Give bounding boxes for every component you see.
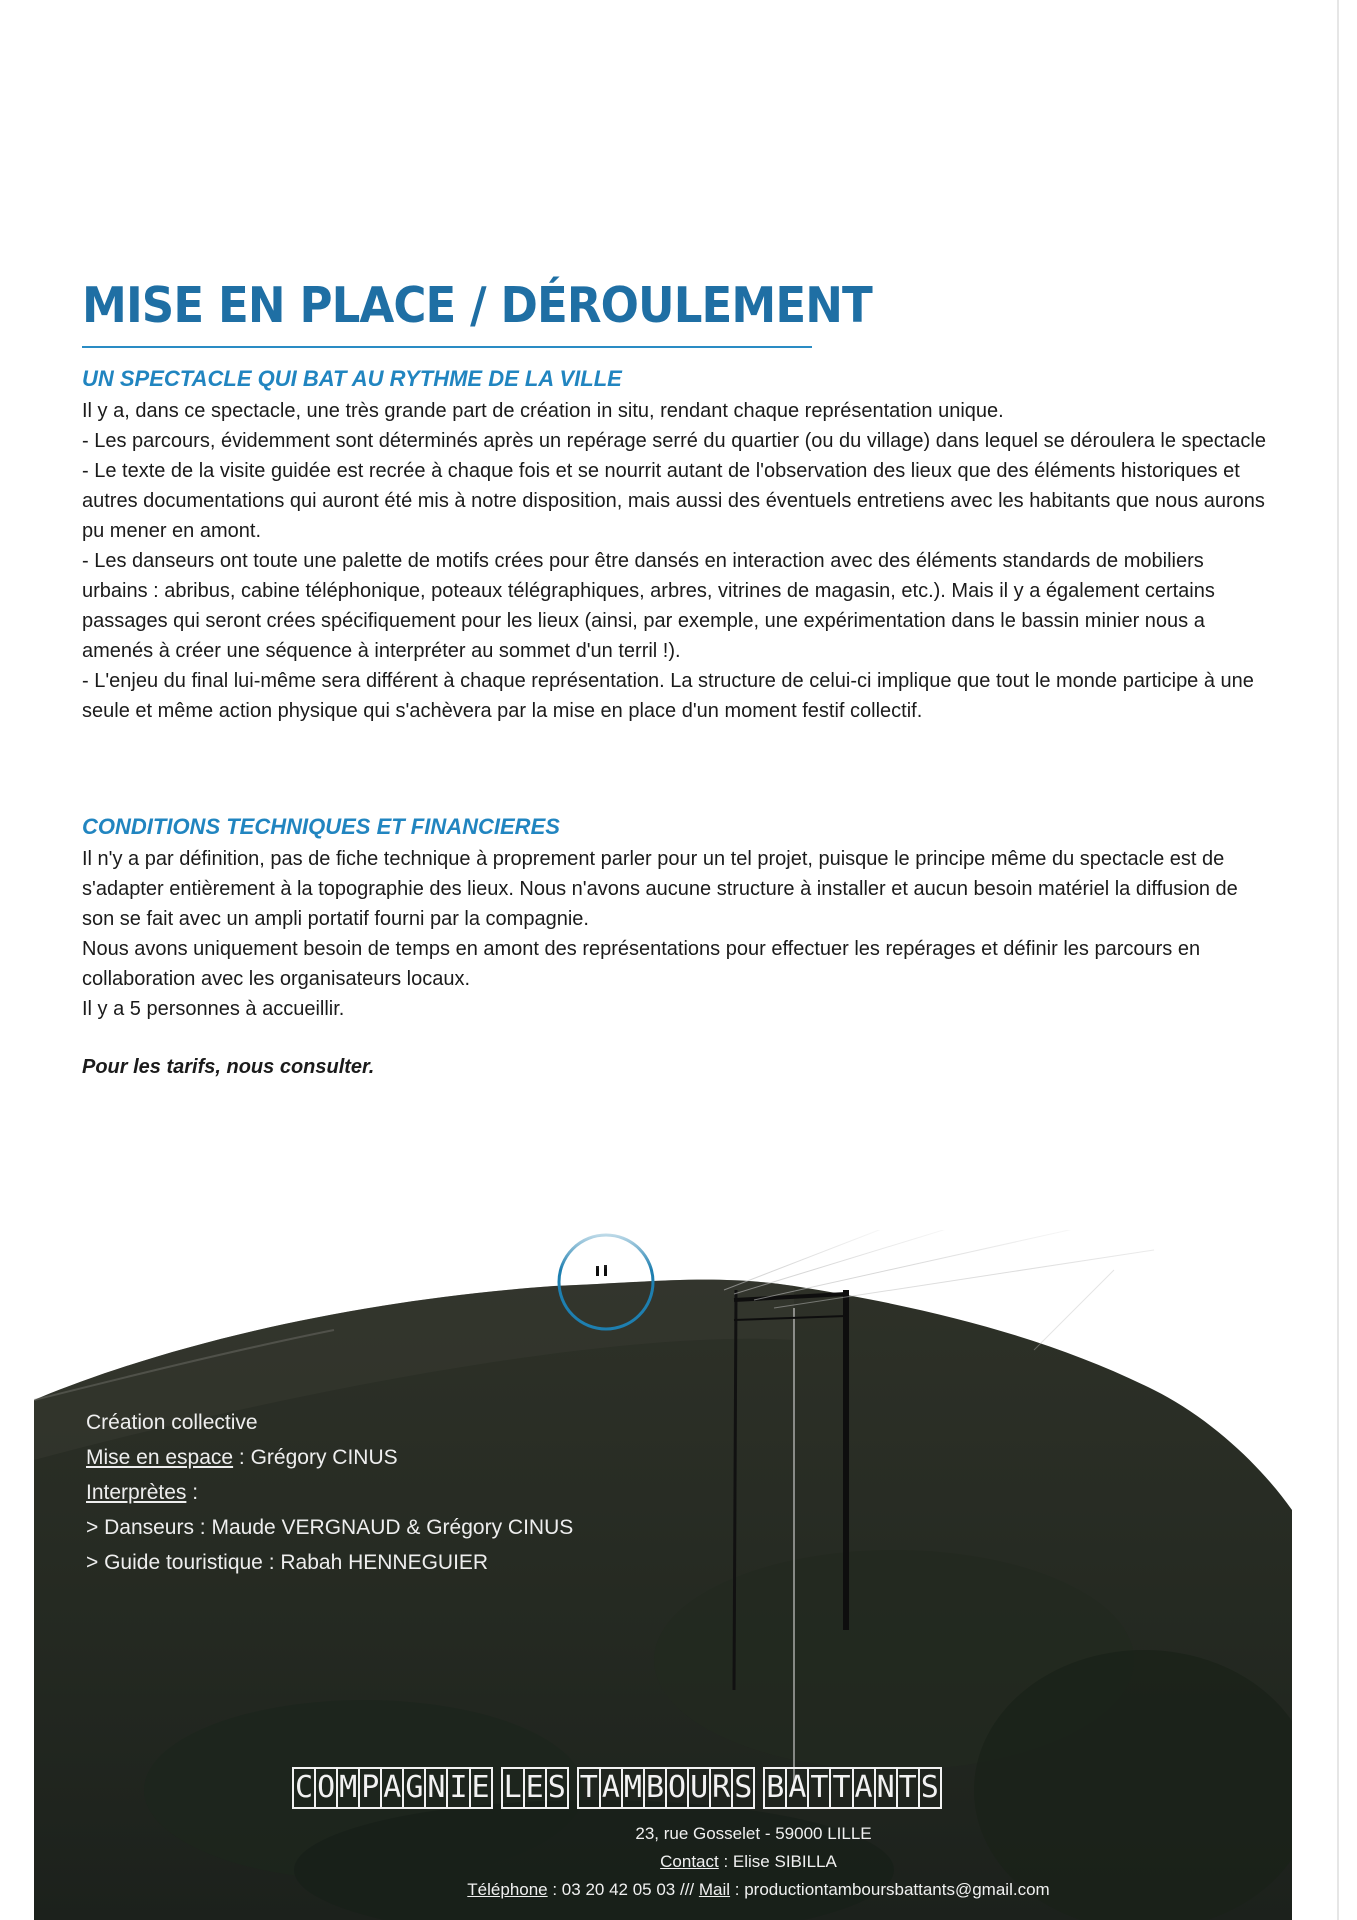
phone-mail-line	[0, 1876, 1357, 1904]
paragraph: Il n'y a par définition, pas de fiche technique à proprement parler pour un tel projet, puisque le principe même du spectacle est de s'adapter entièrement à la topographie des lieux. Nous n'avons aucune structure à installer et aucun besoin matériel la diffusion de son se fait avec un ampli portatif fourni par la compagnie.	[82, 848, 1238, 930]
logo-letter: E	[469, 1767, 493, 1809]
credit-guide: > Guide touristique : Rabah HENNEGUIER	[86, 1551, 489, 1574]
staging-label: Mise en espace	[86, 1446, 234, 1469]
logo-letter: S	[545, 1767, 569, 1809]
page-title: MISE EN PLACE / DÉROULEMENT	[82, 277, 872, 334]
logo-letter: A	[380, 1767, 404, 1809]
logo-word	[763, 1767, 940, 1809]
logo-letter: E	[523, 1767, 547, 1809]
credits-block	[86, 1405, 573, 1580]
contact-value: : Elise SIBILLA	[718, 1852, 837, 1871]
logo-letter: N	[424, 1767, 448, 1809]
logo-letter: I	[446, 1767, 470, 1809]
logo-letter: A	[785, 1767, 809, 1809]
logo-letter: O	[314, 1767, 338, 1809]
logo-letter: B	[643, 1767, 667, 1809]
logo-letter: R	[709, 1767, 733, 1809]
logo-word	[577, 1767, 754, 1809]
contact-label: Contact	[660, 1852, 719, 1871]
logo-word	[292, 1767, 491, 1809]
company-logo	[292, 1765, 964, 1811]
logo-letter: G	[402, 1767, 426, 1809]
performers-suffix: :	[186, 1481, 199, 1504]
logo-letter: T	[577, 1767, 601, 1809]
tarifs-note: Pour les tarifs, nous consulter.	[82, 1056, 375, 1078]
title-underline	[82, 346, 812, 348]
phone-label: Téléphone	[467, 1880, 548, 1899]
paragraph: Nous avons uniquement besoin de temps en amont des représentations pour effectuer les repérages et définir les parcours en collaboration avec les organisateurs locaux.	[82, 938, 1201, 990]
logo-letter: T	[807, 1767, 831, 1809]
staging-value: : Grégory CINUS	[233, 1446, 398, 1469]
paragraph: - L'enjeu du final lui-même sera différent à chaque représentation. La structure de celui-ci implique que tout le monde participe à une seule et même action physique qui s'achèvera par la mise en place d'un moment festif collectif.	[82, 670, 1254, 722]
logo-letter: O	[665, 1767, 689, 1809]
paragraph: Il y a 5 personnes à accueillir.	[82, 998, 345, 1020]
mail-label[interactable]: Mail	[698, 1880, 731, 1899]
page-edge	[1337, 0, 1339, 1920]
contact-line	[0, 1848, 1357, 1876]
paragraph: - Les parcours, évidemment sont déterminés après un repérage serré du quartier (ou du village) dans lequel se déroulera le spectacle	[82, 430, 1266, 452]
logo-letter: T	[829, 1767, 853, 1809]
paragraph: - Le texte de la visite guidée est recrée à chaque fois et se nourrit autant de l'observation des lieux que des éléments historiques et autres documentations qui auront été mis à notre disposition, mais aussi des éventuels entretiens avec les habitants que nous aurons pu mener en amont.	[82, 460, 1265, 542]
section-conditions	[82, 812, 1272, 1024]
section-heading-conditions: CONDITIONS TECHNIQUES ET FINANCIERES	[82, 814, 560, 839]
logo-letter: M	[336, 1767, 360, 1809]
mail-value[interactable]: : productiontamboursbattants@gmail.com	[730, 1880, 1050, 1899]
credit-dancers: > Danseurs : Maude VERGNAUD & Grégory CINUS	[86, 1516, 574, 1539]
logo-letter: C	[292, 1767, 316, 1809]
credit-performers	[86, 1475, 573, 1510]
phone-value: : 03 20 42 05 03	[547, 1880, 676, 1899]
logo-letter: M	[621, 1767, 645, 1809]
separator: ///	[679, 1880, 695, 1899]
contact-block	[0, 1820, 1357, 1904]
performers-label: Interprètes	[86, 1481, 187, 1504]
section-spectacle	[82, 364, 1272, 726]
logo-letter: U	[687, 1767, 711, 1809]
logo-letter: A	[852, 1767, 876, 1809]
logo-letter: B	[763, 1767, 787, 1809]
logo-letter: S	[731, 1767, 755, 1809]
address: 23, rue Gosselet - 59000 LILLE	[635, 1824, 872, 1843]
paragraph: - Les danseurs ont toute une palette de motifs crées pour être dansés en interaction avec des éléments standards de mobiliers urbains : abribus, cabine téléphonique, poteaux télégraphiques, arbres, vitrines de magasin, etc.). Mais il y a également certains passages qui seront crées spécifiquement pour les lieux (ainsi, par exemple, une expérimentation dans le bassin minier nous a amenés à créer une séquence à interpréter au sommet d'un terril !).	[82, 550, 1215, 662]
logo-letter: P	[358, 1767, 382, 1809]
logo-letter: L	[501, 1767, 525, 1809]
credit-staging	[86, 1440, 573, 1475]
section-heading-spectacle: UN SPECTACLE QUI BAT AU RYTHME DE LA VILLE	[82, 366, 622, 391]
logo-letter: T	[896, 1767, 920, 1809]
logo-word	[501, 1767, 567, 1809]
logo-letter: A	[599, 1767, 623, 1809]
credit-creation: Création collective	[86, 1411, 258, 1434]
logo-letter: N	[874, 1767, 898, 1809]
logo-letter: S	[918, 1767, 942, 1809]
paragraph: Il y a, dans ce spectacle, une très grande part de création in situ, rendant chaque représentation unique.	[82, 400, 1004, 422]
